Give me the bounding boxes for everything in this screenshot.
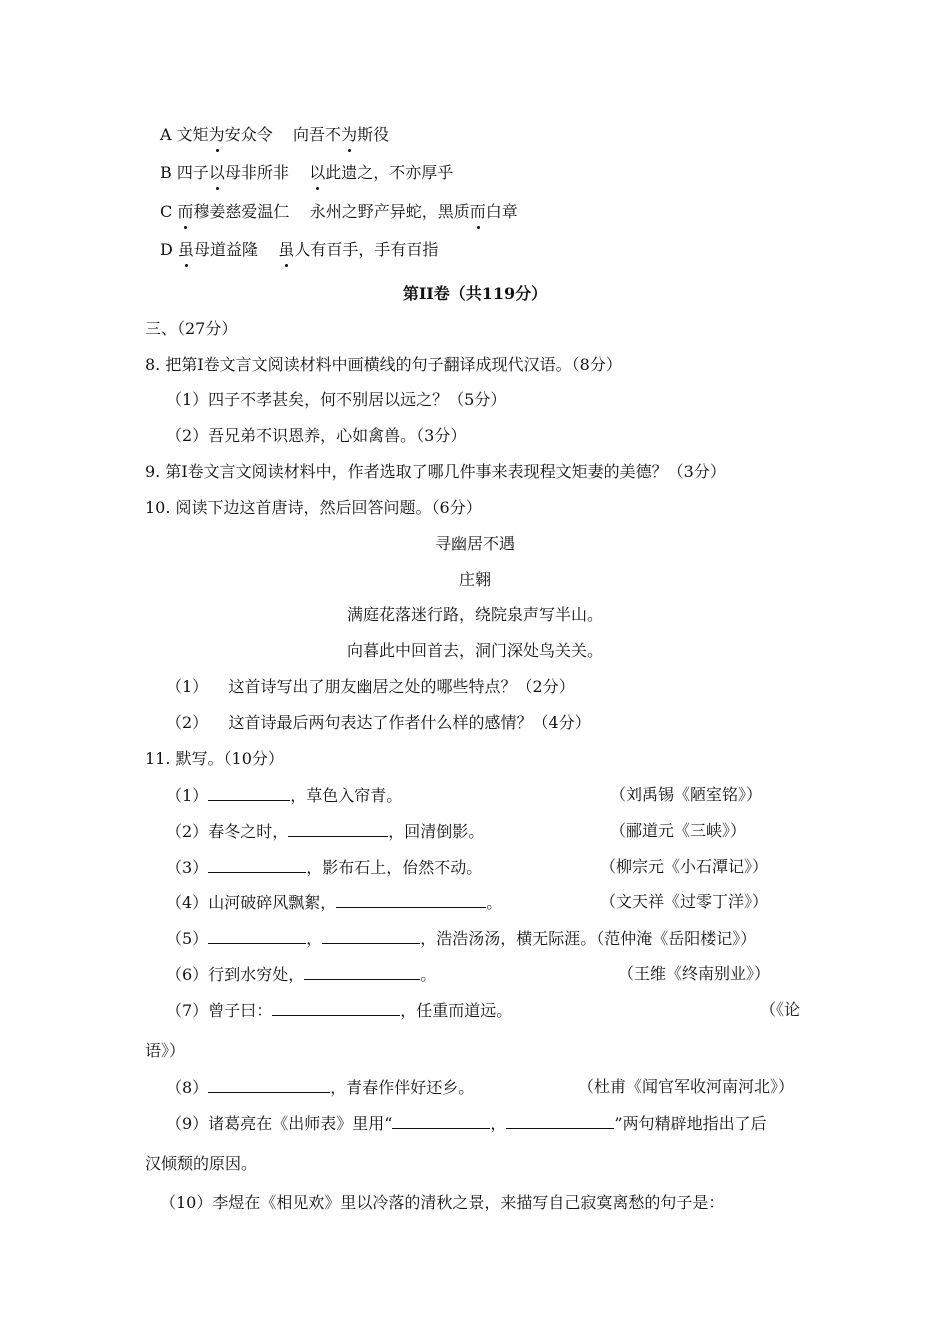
option-text: 四子	[176, 163, 209, 182]
answer-blank[interactable]	[208, 927, 306, 944]
item-number: （5）	[166, 929, 209, 948]
answer-blank[interactable]	[208, 1076, 330, 1093]
item-number: （3）	[166, 858, 209, 877]
question-8-sub-2: （2）吾兄弟不识恩养，心如禽兽。（3分）	[166, 426, 467, 445]
item-text: 行到水穷处，	[208, 965, 305, 984]
item-text: ，影布石上，佁然不动。	[306, 858, 483, 877]
source-citation: （柳宗元《小石潭记》）	[600, 857, 769, 876]
option-c	[160, 201, 518, 223]
source-citation-continued: 语》）	[145, 1041, 186, 1060]
question-10-sub-2	[166, 712, 591, 734]
item-number: （2）	[166, 822, 209, 841]
item-text: 曾子曰：	[208, 1001, 273, 1020]
poem-line: 向暮此中回首去，洞门深处鸟关关。	[346, 641, 603, 660]
part-heading: 三、（27分）	[145, 319, 238, 338]
item-text: ，	[490, 1114, 507, 1133]
dictation-item-6	[166, 963, 436, 986]
answer-blank[interactable]	[336, 891, 486, 908]
source-citation: （杜甫《闻官军收河南河北》）	[578, 1077, 795, 1096]
item-text: 诸葛亮在《出师表》里用“	[208, 1114, 393, 1133]
sub-number: （1）	[166, 677, 209, 696]
item-text: 山河破碎风飘絮，	[208, 893, 337, 912]
source-citation: （刘禹锡《陋室铭》）	[610, 785, 763, 804]
question-10: 10. 阅读下边这首唐诗，然后回答问题。（6分）	[145, 498, 482, 517]
option-label: A	[160, 125, 172, 144]
question-8-sub-1: （1）四子不孝甚矣，何不别居以远之？（5分）	[166, 390, 507, 409]
item-number: （4）	[166, 893, 209, 912]
emphasis-char: 以	[208, 163, 225, 182]
answer-blank[interactable]	[288, 820, 388, 837]
option-a	[160, 124, 389, 146]
option-text: 母道益隆	[193, 240, 258, 259]
sub-number: （2）	[166, 713, 209, 732]
question-11: 11. 默写。（10分）	[145, 749, 284, 768]
option-d	[160, 239, 438, 261]
question-9: 9. 第I卷文言文阅读材料中，作者选取了哪几件事来表现程文矩妻的美德？（3分）	[145, 462, 726, 481]
answer-blank[interactable]	[506, 1112, 614, 1129]
answer-blank[interactable]	[208, 856, 306, 873]
poem-author: 庄翱	[458, 570, 491, 589]
option-text: 母非所非	[224, 163, 289, 182]
item-text: 春冬之时，	[208, 822, 289, 841]
option-text: 文矩	[176, 125, 209, 144]
item-number: （9）	[166, 1114, 209, 1133]
option-text: 永州之野产异蛇，黑质	[309, 202, 470, 221]
item-number: （6）	[166, 965, 209, 984]
answer-blank[interactable]	[392, 1112, 490, 1129]
source-citation: （文天祥《过零丁洋》）	[600, 892, 769, 911]
item-text: 。	[486, 893, 503, 912]
emphasis-char: 为	[341, 125, 358, 144]
option-text: 斯役	[357, 125, 390, 144]
option-label: B	[160, 163, 172, 182]
option-text: 向吾不	[293, 125, 342, 144]
question-8: 8. 把第I卷文言文阅读材料中画横线的句子翻译成现代汉语。（8分）	[145, 355, 622, 374]
answer-blank[interactable]	[304, 963, 420, 980]
dictation-item-9	[166, 1112, 767, 1135]
dictation-item-4	[166, 891, 502, 914]
option-text: 安众令	[224, 125, 273, 144]
poem-line: 满庭花落迷行路，绕院泉声写半山。	[346, 605, 603, 624]
dictation-item-3	[166, 856, 482, 879]
option-label: C	[160, 202, 173, 221]
dictation-item-2	[166, 820, 484, 843]
emphasis-char: 而	[177, 202, 194, 221]
emphasis-char: 为	[208, 125, 225, 144]
source-citation: （郦道元《三峡》）	[610, 821, 747, 840]
dictation-item-5	[166, 927, 756, 950]
option-text: 穆姜慈爱温仁	[193, 202, 290, 221]
dictation-item-7	[166, 999, 512, 1022]
option-text: 此遗之，不亦厚乎	[325, 163, 454, 182]
section-title: 第II卷（共119分）	[402, 284, 548, 303]
item-number: （8）	[166, 1078, 209, 1097]
dictation-item-10: （10）李煜在《相见欢》里以冷落的清秋之景，来描写自己寂寞离愁的句子是：	[160, 1193, 725, 1212]
emphasis-char: 以	[309, 163, 326, 182]
item-text: ”两句精辟地指出了后	[614, 1114, 767, 1133]
option-b	[160, 162, 453, 184]
answer-blank[interactable]	[322, 927, 420, 944]
dictation-item-8	[166, 1076, 474, 1099]
item-text: 。	[420, 965, 437, 984]
dictation-item-1	[166, 784, 402, 807]
option-text: 人有百手，手有百指	[294, 240, 439, 259]
question-10-sub-1	[166, 676, 575, 698]
answer-blank[interactable]	[208, 784, 290, 801]
source-citation: （王维《终南别业》）	[618, 964, 771, 983]
sub-text: 这首诗写出了朋友幽居之处的哪些特点？（2分）	[228, 677, 575, 696]
option-label: D	[160, 240, 173, 259]
sub-text: 这首诗最后两句表达了作者什么样的感情？（4分）	[228, 713, 591, 732]
item-text: ，	[306, 929, 323, 948]
poem-title: 寻幽居不遇	[434, 534, 515, 553]
item-number: （7）	[166, 1001, 209, 1020]
emphasis-char: 虽	[278, 240, 295, 259]
answer-blank[interactable]	[272, 999, 400, 1016]
option-text: 白章	[485, 202, 518, 221]
item-text: ，回清倒影。	[388, 822, 485, 841]
emphasis-char: 虽	[177, 240, 194, 259]
item-number: （1）	[166, 786, 209, 805]
dictation-item-9-continued: 汉倾颓的原因。	[145, 1154, 258, 1173]
emphasis-char: 而	[469, 202, 486, 221]
item-text: ，浩浩汤汤，横无际涯。	[420, 929, 597, 948]
item-text: ，草色入帘青。	[290, 786, 403, 805]
item-text: ，青春作伴好还乡。	[330, 1078, 475, 1097]
source-citation: （范仲淹《岳阳楼记》）	[596, 929, 757, 948]
source-citation: （《论	[760, 1000, 801, 1019]
item-text: ，任重而道远。	[400, 1001, 513, 1020]
